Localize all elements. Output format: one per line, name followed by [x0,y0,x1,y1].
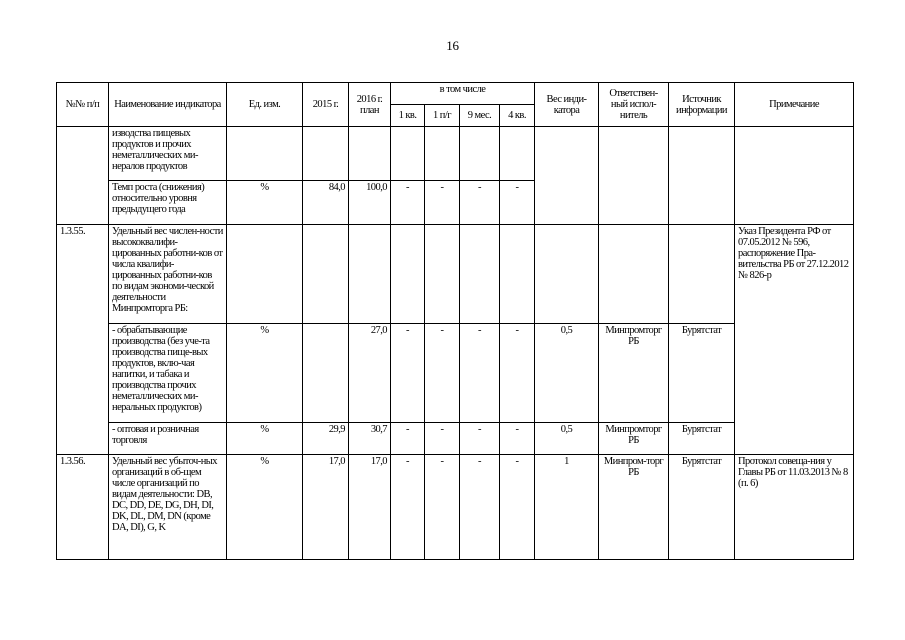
row-9m: - [460,455,500,560]
row-2016: 30,7 [349,423,391,455]
row-source: Бурятстат [669,324,735,423]
row-q1: - [391,181,425,225]
header-h1: 1 п/г [425,105,460,127]
header-2015: 2015 г. [303,83,349,127]
page-number: 16 [446,38,459,53]
row-name: - обрабатывающие производства (без уче-та производства пище-вых продуктов, вклю-чая напитки, и табака и производства прочих неметаллических ми-неральных продуктов) [109,324,227,423]
row-unit: % [227,181,303,225]
row-h1: - [425,455,460,560]
row-name: Темп роста (снижения) относительно уровня предыдущего года [109,181,227,225]
row-h1: - [425,181,460,225]
row-h1: - [425,324,460,423]
row-note: Протокол совеща-ния у Главы РБ от 11.03.2013 № 8 (п. 6) [735,455,854,560]
header-note: Примечание [735,83,854,127]
table-row [57,324,854,423]
row-2015: 17,0 [303,455,349,560]
row-num: 1.3.55. [57,225,109,455]
header-source: Источник информации [669,83,735,127]
row-source: Бурятстат [669,423,735,455]
header-q4: 4 кв. [500,105,535,127]
row-weight: 0,5 [535,324,599,423]
row-2015: 29,9 [303,423,349,455]
row-2016: 100,0 [349,181,391,225]
row-name: изводства пищевых продуктов и прочих неметаллических ми-нералов продуктов [109,127,227,181]
row-q4: - [500,181,535,225]
indicators-table [56,82,854,560]
row-num [57,127,109,225]
header-unit: Ед. изм. [227,83,303,127]
header-weight: Вес инди-катора [535,83,599,127]
header-including: в том числе [391,83,535,105]
header-name: Наименование индикатора [109,83,227,127]
row-unit: % [227,455,303,560]
row-2016: 17,0 [349,455,391,560]
row-2015: 84,0 [303,181,349,225]
row-9m: - [460,181,500,225]
row-num: 1.3.56. [57,455,109,560]
row-9m: - [460,324,500,423]
row-q4: - [500,324,535,423]
table-row [57,455,854,560]
row-weight: 0,5 [535,423,599,455]
table-row [57,225,854,324]
row-q4: - [500,455,535,560]
table-row [57,127,854,181]
row-h1: - [425,423,460,455]
header-2016-plan: 2016 г. план [349,83,391,127]
header-q1: 1 кв. [391,105,425,127]
row-unit: % [227,423,303,455]
row-2015 [303,324,349,423]
row-q1: - [391,423,425,455]
row-responsible: Минпромторг РБ [599,324,669,423]
row-source: Бурятстат [669,455,735,560]
row-unit: % [227,324,303,423]
row-name: Удельный вес убыточ-ных организаций в об-щем числе организаций по видам деятельности: DB, DC, DD, DE, DG, DH, DI, DK, DL, DM, DN (кроме DA, DI), G, K [109,455,227,560]
header-responsible: Ответствен-ный испол-нитель [599,83,669,127]
header-row-1 [57,83,854,105]
header-num: №№ п/п [57,83,109,127]
row-responsible: Минпром-торг РБ [599,455,669,560]
row-9m: - [460,423,500,455]
row-q4: - [500,423,535,455]
row-q1: - [391,324,425,423]
table-row [57,423,854,455]
row-2016: 27,0 [349,324,391,423]
row-name: - оптовая и розничная торговля [109,423,227,455]
row-note: Указ Президента РФ от 07.05.2012 № 596, распоряжение Пра-вительства РБ от 27.12.2012 № 826-р [735,225,854,455]
row-q1: - [391,455,425,560]
header-9m: 9 мес. [460,105,500,127]
row-responsible: Минпромторг РБ [599,423,669,455]
row-name: Удельный вес числен-ности высококвалифи-цированных работни-ков от числа квалифи-цированных работни-ков по видам экономи-ческой деятельности Минпромторга РБ: [109,225,227,324]
row-weight: 1 [535,455,599,560]
